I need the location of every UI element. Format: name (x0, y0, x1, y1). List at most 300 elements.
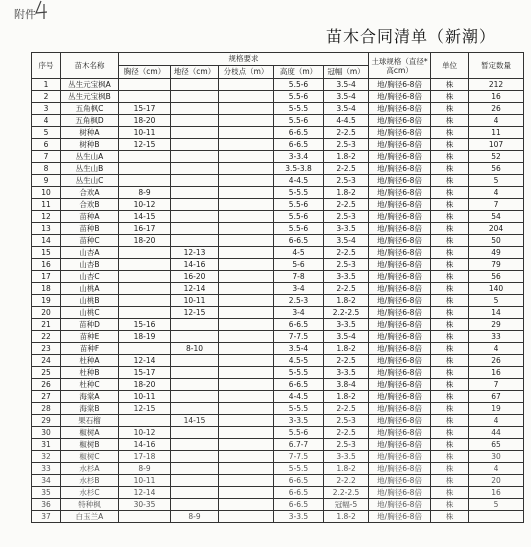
cell-ground-diameter (171, 79, 219, 91)
cell-ground-diameter (171, 463, 219, 475)
cell-quantity: 16 (469, 487, 524, 499)
table-row (32, 439, 524, 451)
cell-unit: 株 (431, 331, 469, 343)
cell-branch-point (219, 415, 274, 427)
handwritten-mark-icon (32, 0, 50, 20)
cell-ground-diameter (171, 439, 219, 451)
cell-trunk-diameter: 15-16 (119, 319, 171, 331)
cell-branch-point (219, 187, 274, 199)
cell-index: 3 (32, 103, 61, 115)
cell-name: 水杉B (61, 475, 119, 487)
cell-ground-diameter (171, 475, 219, 487)
cell-branch-point (219, 235, 274, 247)
cell-branch-point (219, 427, 274, 439)
cell-quantity: 212 (469, 79, 524, 91)
cell-crown: 3.5-4 (324, 91, 369, 103)
cell-quantity: 11 (469, 127, 524, 139)
cell-index: 19 (32, 295, 61, 307)
cell-branch-point (219, 379, 274, 391)
cell-root-ball: 地/胸径6-8倍 (369, 271, 431, 283)
cell-ground-diameter (171, 331, 219, 343)
cell-height: 3.5-4 (274, 343, 324, 355)
cell-quantity: 7 (469, 379, 524, 391)
cell-quantity: 4 (469, 115, 524, 127)
cell-height: 5.5-6 (274, 223, 324, 235)
cell-crown: 冠幅-5 (324, 499, 369, 511)
cell-unit: 株 (431, 91, 469, 103)
cell-ground-diameter (171, 367, 219, 379)
cell-height: 3-3.5 (274, 511, 324, 523)
cell-name: 水杉A (61, 463, 119, 475)
table-row (32, 151, 524, 163)
cell-index: 11 (32, 199, 61, 211)
cell-ground-diameter (171, 223, 219, 235)
cell-root-ball: 地/胸径6-8倍 (369, 427, 431, 439)
cell-root-ball: 地/胸径6-8倍 (369, 475, 431, 487)
cell-root-ball: 地/胸径6-8倍 (369, 127, 431, 139)
cell-name: 丛生元宝枫B (61, 91, 119, 103)
cell-unit: 株 (431, 355, 469, 367)
cell-ground-diameter (171, 211, 219, 223)
table-row (32, 487, 524, 499)
cell-branch-point (219, 355, 274, 367)
cell-index: 32 (32, 451, 61, 463)
cell-name: 丛生山A (61, 151, 119, 163)
cell-quantity: 5 (469, 295, 524, 307)
cell-name: 五角枫C (61, 103, 119, 115)
cell-name: 苗种B (61, 223, 119, 235)
cell-height: 3-4 (274, 283, 324, 295)
cell-ground-diameter (171, 187, 219, 199)
cell-unit: 株 (431, 463, 469, 475)
cell-crown: 2-2.5 (324, 199, 369, 211)
cell-root-ball: 地/胸径6-8倍 (369, 415, 431, 427)
cell-quantity: 54 (469, 211, 524, 223)
cell-name: 水杉C (61, 487, 119, 499)
cell-crown: 2.2-2.5 (324, 307, 369, 319)
cell-quantity: 4 (469, 415, 524, 427)
table-row (32, 247, 524, 259)
cell-index: 37 (32, 511, 61, 523)
cell-root-ball: 地/胸径6-8倍 (369, 151, 431, 163)
cell-ground-diameter: 14-15 (171, 415, 219, 427)
cell-trunk-diameter (119, 175, 171, 187)
cell-index: 28 (32, 403, 61, 415)
cell-index: 26 (32, 379, 61, 391)
cell-ground-diameter (171, 391, 219, 403)
cell-unit: 株 (431, 439, 469, 451)
cell-quantity: 44 (469, 427, 524, 439)
cell-index: 12 (32, 211, 61, 223)
cell-branch-point (219, 499, 274, 511)
cell-name: 海棠B (61, 403, 119, 415)
cell-index: 15 (32, 247, 61, 259)
table-row (32, 511, 524, 523)
cell-crown: 3-3.5 (324, 451, 369, 463)
table-row (32, 379, 524, 391)
cell-crown: 2-2.5 (324, 247, 369, 259)
cell-index: 6 (32, 139, 61, 151)
cell-name: 合欢B (61, 199, 119, 211)
cell-ground-diameter (171, 139, 219, 151)
cell-root-ball: 地/胸径6-8倍 (369, 283, 431, 295)
cell-unit: 株 (431, 127, 469, 139)
cell-root-ball: 地/胸径6-8倍 (369, 163, 431, 175)
cell-ground-diameter (171, 115, 219, 127)
cell-quantity: 140 (469, 283, 524, 295)
cell-ground-diameter (171, 103, 219, 115)
table-row (32, 163, 524, 175)
cell-branch-point (219, 103, 274, 115)
cell-height: 5.5-6 (274, 91, 324, 103)
cell-unit: 株 (431, 403, 469, 415)
cell-trunk-diameter: 10-12 (119, 427, 171, 439)
cell-index: 22 (32, 331, 61, 343)
table-row (32, 139, 524, 151)
cell-quantity: 7 (469, 199, 524, 211)
cell-root-ball: 地/胸径6-8倍 (369, 439, 431, 451)
cell-index: 34 (32, 475, 61, 487)
cell-name: 果石榴 (61, 415, 119, 427)
cell-crown: 3-3.5 (324, 271, 369, 283)
cell-unit: 株 (431, 511, 469, 523)
table-row (32, 223, 524, 235)
cell-quantity: 4 (469, 463, 524, 475)
cell-index: 35 (32, 487, 61, 499)
cell-trunk-diameter (119, 511, 171, 523)
cell-crown: 2-2.5 (324, 283, 369, 295)
cell-trunk-diameter: 12-14 (119, 487, 171, 499)
table-row (32, 403, 524, 415)
cell-name: 山桃A (61, 283, 119, 295)
cell-trunk-diameter: 15-17 (119, 103, 171, 115)
cell-name: 五角枫D (61, 115, 119, 127)
cell-quantity: 4 (469, 343, 524, 355)
table-row (32, 283, 524, 295)
cell-index: 27 (32, 391, 61, 403)
header-ground-diameter: 地径（cm） (171, 66, 219, 79)
table-row (32, 499, 524, 511)
cell-trunk-diameter: 30-35 (119, 499, 171, 511)
cell-height: 6-6.5 (274, 379, 324, 391)
cell-index: 14 (32, 235, 61, 247)
cell-branch-point (219, 247, 274, 259)
cell-branch-point (219, 331, 274, 343)
header-quantity: 暂定数量 (469, 53, 524, 79)
cell-trunk-diameter (119, 91, 171, 103)
cell-branch-point (219, 91, 274, 103)
cell-ground-diameter: 8-10 (171, 343, 219, 355)
cell-branch-point (219, 79, 274, 91)
cell-ground-diameter: 12-15 (171, 307, 219, 319)
cell-root-ball: 地/胸径6-8倍 (369, 295, 431, 307)
cell-trunk-diameter: 16-17 (119, 223, 171, 235)
cell-unit: 株 (431, 235, 469, 247)
cell-crown: 1.8-2 (324, 391, 369, 403)
table-row (32, 367, 524, 379)
cell-trunk-diameter: 12-14 (119, 355, 171, 367)
cell-ground-diameter (171, 127, 219, 139)
cell-index: 17 (32, 271, 61, 283)
header-trunk-diameter: 胸径（cm） (119, 66, 171, 79)
cell-index: 33 (32, 463, 61, 475)
cell-unit: 株 (431, 307, 469, 319)
cell-name: 丛生山C (61, 175, 119, 187)
cell-crown: 2-2.5 (324, 355, 369, 367)
cell-quantity: 16 (469, 367, 524, 379)
cell-index: 10 (32, 187, 61, 199)
cell-crown: 3-3.5 (324, 319, 369, 331)
cell-root-ball: 地/胸径6-8倍 (369, 91, 431, 103)
table-row (32, 451, 524, 463)
cell-trunk-diameter (119, 151, 171, 163)
cell-name: 白玉兰A (61, 511, 119, 523)
cell-crown: 3.5-4 (324, 79, 369, 91)
header-index: 序号 (32, 53, 61, 79)
cell-ground-diameter (171, 319, 219, 331)
cell-root-ball: 地/胸径6-8倍 (369, 487, 431, 499)
cell-quantity: 107 (469, 139, 524, 151)
cell-branch-point (219, 211, 274, 223)
cell-crown: 2-2.5 (324, 127, 369, 139)
cell-branch-point (219, 391, 274, 403)
table-row (32, 319, 524, 331)
cell-unit: 株 (431, 163, 469, 175)
cell-height: 3.5-3.8 (274, 163, 324, 175)
cell-trunk-diameter (119, 343, 171, 355)
cell-name: 杜种C (61, 379, 119, 391)
cell-root-ball: 地/胸径6-8倍 (369, 235, 431, 247)
cell-branch-point (219, 463, 274, 475)
table-row (32, 211, 524, 223)
cell-height: 5.5-6 (274, 427, 324, 439)
cell-index: 25 (32, 367, 61, 379)
cell-ground-diameter (171, 355, 219, 367)
cell-name: 椒树C (61, 451, 119, 463)
table-row (32, 235, 524, 247)
cell-height: 7-7.5 (274, 451, 324, 463)
cell-name: 椒树B (61, 439, 119, 451)
cell-unit: 株 (431, 475, 469, 487)
cell-branch-point (219, 139, 274, 151)
table-row (32, 355, 524, 367)
cell-height: 5-5.5 (274, 103, 324, 115)
cell-unit: 株 (431, 451, 469, 463)
cell-height: 6-6.5 (274, 139, 324, 151)
page-title: 苗木合同清单（新潮） (326, 27, 497, 46)
cell-trunk-diameter: 10-11 (119, 391, 171, 403)
cell-trunk-diameter: 12-15 (119, 139, 171, 151)
cell-height: 4-4.5 (274, 175, 324, 187)
cell-quantity: 67 (469, 391, 524, 403)
cell-root-ball: 地/胸径6-8倍 (369, 259, 431, 271)
cell-height: 5.5-6 (274, 199, 324, 211)
cell-unit: 株 (431, 343, 469, 355)
cell-height: 5-5.5 (274, 403, 324, 415)
cell-ground-diameter (171, 163, 219, 175)
cell-trunk-diameter (119, 283, 171, 295)
cell-crown: 3-3.5 (324, 223, 369, 235)
table-row (32, 259, 524, 271)
annotation-text: 附件 (14, 8, 36, 21)
header-name: 苗木名称 (61, 53, 119, 79)
table-row (32, 91, 524, 103)
cell-trunk-diameter: 18-20 (119, 115, 171, 127)
cell-unit: 株 (431, 487, 469, 499)
table-row (32, 79, 524, 91)
cell-quantity: 29 (469, 319, 524, 331)
cell-index: 2 (32, 91, 61, 103)
table-row (32, 415, 524, 427)
cell-ground-diameter: 10-11 (171, 295, 219, 307)
header-branch-point: 分枝点（m） (219, 66, 274, 79)
cell-root-ball: 地/胸径6-8倍 (369, 247, 431, 259)
cell-index: 31 (32, 439, 61, 451)
cell-branch-point (219, 271, 274, 283)
cell-ground-diameter (171, 151, 219, 163)
cell-unit: 株 (431, 223, 469, 235)
cell-quantity: 56 (469, 271, 524, 283)
cell-name: 苗种D (61, 319, 119, 331)
table-row (32, 127, 524, 139)
cell-ground-diameter: 12-14 (171, 283, 219, 295)
cell-crown: 1.8-2 (324, 511, 369, 523)
cell-trunk-diameter (119, 259, 171, 271)
cell-root-ball: 地/胸径6-8倍 (369, 79, 431, 91)
cell-trunk-diameter: 18-20 (119, 235, 171, 247)
cell-quantity: 5 (469, 175, 524, 187)
cell-branch-point (219, 223, 274, 235)
cell-name: 苗种F (61, 343, 119, 355)
cell-unit: 株 (431, 187, 469, 199)
cell-root-ball: 地/胸径6-8倍 (369, 175, 431, 187)
table-row (32, 307, 524, 319)
cell-crown: 1.8-2 (324, 463, 369, 475)
cell-branch-point (219, 295, 274, 307)
cell-root-ball: 地/胸径6-8倍 (369, 199, 431, 211)
cell-branch-point (219, 163, 274, 175)
cell-ground-diameter: 12-13 (171, 247, 219, 259)
cell-crown: 3.5-4 (324, 235, 369, 247)
cell-trunk-diameter (119, 79, 171, 91)
cell-height: 3-3.5 (274, 415, 324, 427)
cell-index: 9 (32, 175, 61, 187)
cell-name: 山杏B (61, 259, 119, 271)
cell-index: 21 (32, 319, 61, 331)
cell-crown: 3.5-4 (324, 103, 369, 115)
cell-index: 1 (32, 79, 61, 91)
cell-crown: 2-2.5 (324, 403, 369, 415)
cell-index: 29 (32, 415, 61, 427)
table-row (32, 199, 524, 211)
cell-branch-point (219, 283, 274, 295)
cell-unit: 株 (431, 367, 469, 379)
cell-index: 5 (32, 127, 61, 139)
cell-name: 杜种B (61, 367, 119, 379)
cell-trunk-diameter: 15-17 (119, 367, 171, 379)
cell-height: 3-4 (274, 307, 324, 319)
cell-quantity: 20 (469, 475, 524, 487)
cell-name: 山杏A (61, 247, 119, 259)
cell-name: 特种枫 (61, 499, 119, 511)
cell-ground-diameter (171, 487, 219, 499)
cell-root-ball: 地/胸径6-8倍 (369, 331, 431, 343)
cell-crown: 2.5-3 (324, 139, 369, 151)
cell-root-ball: 地/胸径6-8倍 (369, 391, 431, 403)
cell-root-ball: 地/胸径6-8倍 (369, 499, 431, 511)
cell-name: 山桃C (61, 307, 119, 319)
cell-index: 20 (32, 307, 61, 319)
cell-quantity: 16 (469, 91, 524, 103)
cell-crown: 3-3.5 (324, 367, 369, 379)
table-row (32, 295, 524, 307)
cell-trunk-diameter: 12-15 (119, 403, 171, 415)
table-row (32, 331, 524, 343)
cell-unit: 株 (431, 175, 469, 187)
cell-branch-point (219, 439, 274, 451)
cell-height: 4-5 (274, 247, 324, 259)
cell-unit: 株 (431, 319, 469, 331)
cell-trunk-diameter (119, 415, 171, 427)
cell-height: 5-5.5 (274, 463, 324, 475)
cell-unit: 株 (431, 271, 469, 283)
cell-unit: 株 (431, 103, 469, 115)
cell-quantity: 26 (469, 103, 524, 115)
cell-ground-diameter (171, 199, 219, 211)
cell-unit: 株 (431, 139, 469, 151)
cell-height: 5-5.5 (274, 367, 324, 379)
cell-branch-point (219, 343, 274, 355)
cell-height: 5.5-6 (274, 211, 324, 223)
cell-branch-point (219, 307, 274, 319)
cell-height: 7-7.5 (274, 331, 324, 343)
cell-crown: 2-2.5 (324, 427, 369, 439)
cell-height: 6-6.5 (274, 235, 324, 247)
cell-root-ball: 地/胸径6-8倍 (369, 187, 431, 199)
cell-name: 合欢A (61, 187, 119, 199)
cell-branch-point (219, 451, 274, 463)
cell-root-ball: 地/胸径6-8倍 (369, 379, 431, 391)
cell-root-ball: 地/胸径6-8倍 (369, 115, 431, 127)
cell-root-ball: 地/胸径6-8倍 (369, 211, 431, 223)
cell-trunk-diameter: 8-9 (119, 463, 171, 475)
cell-quantity: 49 (469, 247, 524, 259)
header-unit: 单位 (431, 53, 469, 79)
cell-branch-point (219, 511, 274, 523)
cell-unit: 株 (431, 283, 469, 295)
cell-quantity (469, 511, 524, 523)
cell-root-ball: 地/胸径6-8倍 (369, 103, 431, 115)
cell-trunk-diameter: 14-15 (119, 211, 171, 223)
cell-branch-point (219, 319, 274, 331)
cell-branch-point (219, 151, 274, 163)
cell-crown: 2-2.2 (324, 475, 369, 487)
cell-root-ball: 地/胸径6-8倍 (369, 355, 431, 367)
table-row (32, 343, 524, 355)
cell-quantity: 204 (469, 223, 524, 235)
cell-ground-diameter (171, 175, 219, 187)
cell-index: 16 (32, 259, 61, 271)
cell-ground-diameter: 14-16 (171, 259, 219, 271)
cell-height: 7-8 (274, 271, 324, 283)
cell-index: 13 (32, 223, 61, 235)
table-row (32, 187, 524, 199)
cell-root-ball: 地/胸径6-8倍 (369, 367, 431, 379)
cell-branch-point (219, 127, 274, 139)
cell-quantity: 5 (469, 499, 524, 511)
header-height: 高度（m） (274, 66, 324, 79)
cell-crown: 2.5-3 (324, 259, 369, 271)
